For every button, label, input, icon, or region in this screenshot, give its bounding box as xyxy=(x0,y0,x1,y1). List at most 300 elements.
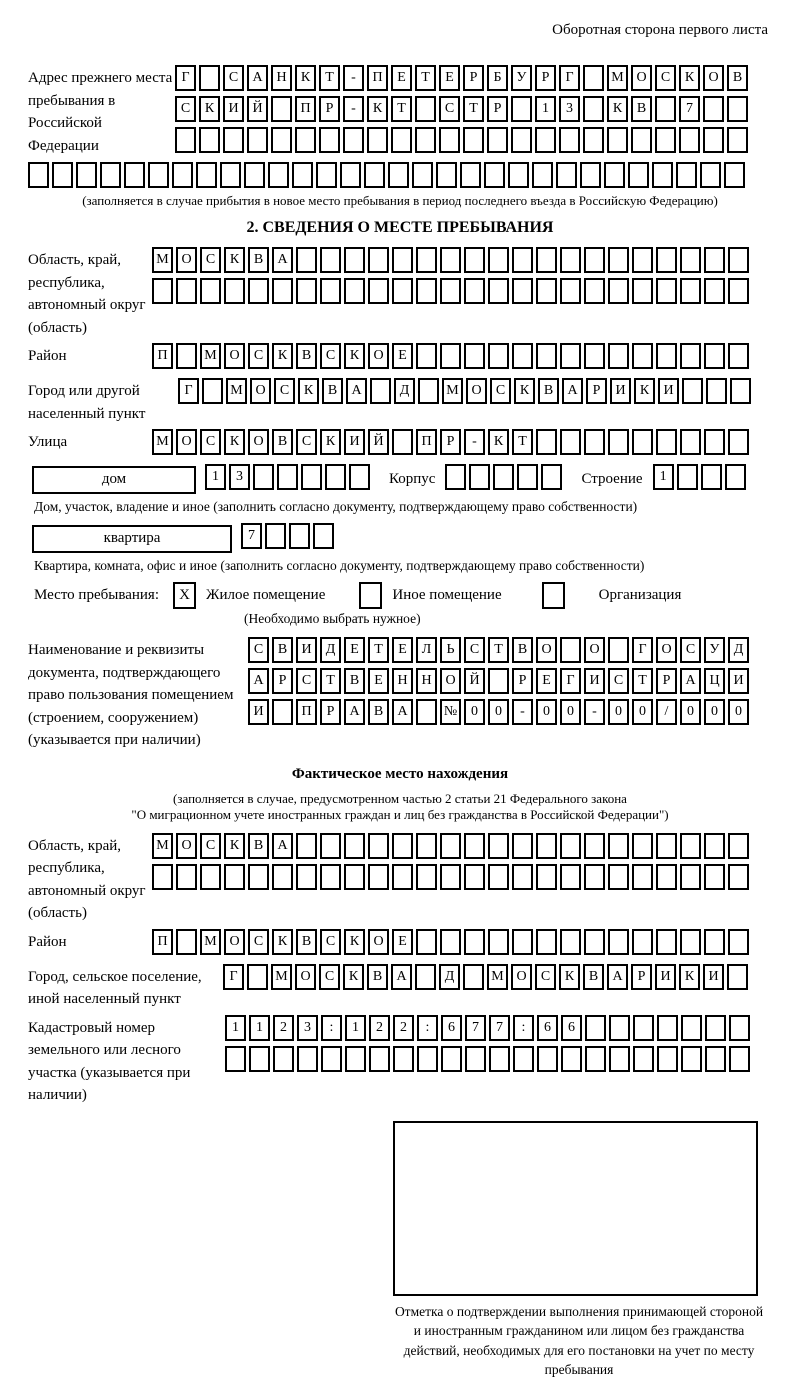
char-box[interactable]: С xyxy=(490,378,511,404)
char-box[interactable] xyxy=(706,378,727,404)
char-box[interactable]: 7 xyxy=(489,1015,510,1041)
char-box[interactable]: № xyxy=(440,699,461,725)
char-box[interactable] xyxy=(436,162,457,188)
char-box[interactable] xyxy=(412,162,433,188)
char-box[interactable] xyxy=(416,929,437,955)
char-box[interactable] xyxy=(464,278,485,304)
char-box[interactable] xyxy=(608,864,629,890)
char-box[interactable] xyxy=(392,247,413,273)
char-box[interactable] xyxy=(416,278,437,304)
char-box[interactable] xyxy=(415,96,436,122)
char-box[interactable] xyxy=(265,523,286,549)
char-box[interactable]: 0 xyxy=(464,699,485,725)
char-box[interactable] xyxy=(704,278,725,304)
char-box[interactable] xyxy=(511,127,532,153)
char-box[interactable] xyxy=(247,127,268,153)
char-box[interactable]: М xyxy=(152,429,173,455)
char-box[interactable]: 7 xyxy=(679,96,700,122)
char-box[interactable]: 2 xyxy=(273,1015,294,1041)
char-box[interactable] xyxy=(680,247,701,273)
char-box[interactable] xyxy=(632,278,653,304)
char-box[interactable]: Т xyxy=(632,668,653,694)
char-box[interactable] xyxy=(536,864,557,890)
char-box[interactable]: Е xyxy=(392,929,413,955)
house-type-box[interactable]: дом xyxy=(32,466,196,494)
char-box[interactable] xyxy=(392,864,413,890)
char-box[interactable]: С xyxy=(535,964,556,990)
char-box[interactable]: У xyxy=(511,65,532,91)
char-box[interactable] xyxy=(680,864,701,890)
char-box[interactable]: К xyxy=(488,429,509,455)
char-box[interactable]: 0 xyxy=(680,699,701,725)
char-box[interactable] xyxy=(493,464,514,490)
char-box[interactable] xyxy=(728,429,749,455)
char-box[interactable] xyxy=(321,1046,342,1072)
char-box[interactable] xyxy=(512,864,533,890)
char-box[interactable] xyxy=(220,162,241,188)
char-box[interactable] xyxy=(464,929,485,955)
char-box[interactable] xyxy=(368,864,389,890)
char-box[interactable]: И xyxy=(610,378,631,404)
char-box[interactable] xyxy=(632,343,653,369)
char-box[interactable] xyxy=(632,929,653,955)
char-box[interactable] xyxy=(535,127,556,153)
char-box[interactable] xyxy=(652,162,673,188)
char-box[interactable] xyxy=(728,833,749,859)
char-box[interactable] xyxy=(100,162,121,188)
char-box[interactable]: П xyxy=(295,96,316,122)
char-box[interactable]: М xyxy=(271,964,292,990)
char-box[interactable] xyxy=(556,162,577,188)
char-box[interactable]: О xyxy=(224,343,245,369)
char-box[interactable] xyxy=(488,833,509,859)
char-box[interactable]: М xyxy=(607,65,628,91)
char-box[interactable]: В xyxy=(272,637,293,663)
char-box[interactable]: Б xyxy=(487,65,508,91)
char-box[interactable]: С xyxy=(175,96,196,122)
char-box[interactable]: 0 xyxy=(704,699,725,725)
char-box[interactable] xyxy=(248,278,269,304)
char-box[interactable]: В xyxy=(538,378,559,404)
char-box[interactable]: 0 xyxy=(608,699,629,725)
char-box[interactable]: В xyxy=(322,378,343,404)
char-box[interactable]: М xyxy=(487,964,508,990)
char-box[interactable] xyxy=(463,127,484,153)
char-box[interactable]: Р xyxy=(656,668,677,694)
char-box[interactable]: - xyxy=(343,65,364,91)
char-box[interactable]: О xyxy=(511,964,532,990)
char-box[interactable] xyxy=(320,833,341,859)
char-box[interactable]: В xyxy=(583,964,604,990)
char-box[interactable] xyxy=(608,278,629,304)
char-box[interactable]: Р xyxy=(487,96,508,122)
char-box[interactable]: 3 xyxy=(559,96,580,122)
char-box[interactable] xyxy=(271,127,292,153)
char-box[interactable]: О xyxy=(176,833,197,859)
char-box[interactable] xyxy=(656,343,677,369)
char-box[interactable]: 1 xyxy=(205,464,226,490)
char-box[interactable] xyxy=(489,1046,510,1072)
char-box[interactable]: 1 xyxy=(225,1015,246,1041)
char-box[interactable] xyxy=(202,378,223,404)
char-box[interactable]: М xyxy=(152,247,173,273)
char-box[interactable]: Н xyxy=(392,668,413,694)
char-box[interactable] xyxy=(657,1046,678,1072)
char-box[interactable]: Р xyxy=(320,699,341,725)
char-box[interactable] xyxy=(729,1046,750,1072)
char-box[interactable] xyxy=(583,127,604,153)
char-box[interactable]: М xyxy=(226,378,247,404)
char-box[interactable] xyxy=(416,864,437,890)
char-box[interactable] xyxy=(537,1046,558,1072)
char-box[interactable] xyxy=(460,162,481,188)
char-box[interactable] xyxy=(469,464,490,490)
stay-type-checkbox-organization[interactable] xyxy=(542,582,565,609)
char-box[interactable] xyxy=(52,162,73,188)
char-box[interactable] xyxy=(391,127,412,153)
char-box[interactable] xyxy=(416,247,437,273)
char-box[interactable] xyxy=(560,833,581,859)
char-box[interactable]: Е xyxy=(391,65,412,91)
char-box[interactable]: Л xyxy=(416,637,437,663)
char-box[interactable] xyxy=(368,278,389,304)
char-box[interactable]: 6 xyxy=(441,1015,462,1041)
char-box[interactable]: Д xyxy=(394,378,415,404)
char-box[interactable]: А xyxy=(562,378,583,404)
char-box[interactable] xyxy=(656,278,677,304)
char-box[interactable] xyxy=(512,278,533,304)
char-box[interactable] xyxy=(418,378,439,404)
char-box[interactable] xyxy=(656,429,677,455)
char-box[interactable] xyxy=(28,162,49,188)
char-box[interactable]: С xyxy=(200,247,221,273)
char-box[interactable]: 2 xyxy=(369,1015,390,1041)
char-box[interactable]: 0 xyxy=(728,699,749,725)
char-box[interactable]: Д xyxy=(439,964,460,990)
char-box[interactable]: Т xyxy=(415,65,436,91)
char-box[interactable] xyxy=(369,1046,390,1072)
char-box[interactable] xyxy=(704,929,725,955)
char-box[interactable] xyxy=(316,162,337,188)
char-box[interactable] xyxy=(289,523,310,549)
char-box[interactable]: 0 xyxy=(560,699,581,725)
char-box[interactable] xyxy=(301,464,322,490)
char-box[interactable]: 1 xyxy=(653,464,674,490)
char-box[interactable] xyxy=(344,278,365,304)
char-box[interactable]: С xyxy=(248,637,269,663)
char-box[interactable] xyxy=(536,278,557,304)
char-box[interactable] xyxy=(728,247,749,273)
char-box[interactable]: А xyxy=(272,833,293,859)
char-box[interactable] xyxy=(248,864,269,890)
char-box[interactable]: - xyxy=(343,96,364,122)
char-box[interactable] xyxy=(584,278,605,304)
char-box[interactable] xyxy=(392,833,413,859)
char-box[interactable] xyxy=(244,162,265,188)
char-box[interactable] xyxy=(584,929,605,955)
char-box[interactable] xyxy=(417,1046,438,1072)
char-box[interactable] xyxy=(488,343,509,369)
char-box[interactable]: К xyxy=(679,964,700,990)
char-box[interactable] xyxy=(583,96,604,122)
char-box[interactable]: Г xyxy=(223,964,244,990)
char-box[interactable]: П xyxy=(152,343,173,369)
char-box[interactable] xyxy=(656,864,677,890)
char-box[interactable]: В xyxy=(272,429,293,455)
char-box[interactable] xyxy=(700,162,721,188)
char-box[interactable] xyxy=(292,162,313,188)
char-box[interactable] xyxy=(704,833,725,859)
char-box[interactable]: С xyxy=(223,65,244,91)
char-box[interactable]: К xyxy=(298,378,319,404)
char-box[interactable]: Т xyxy=(368,637,389,663)
char-box[interactable] xyxy=(705,1015,726,1041)
char-box[interactable]: Т xyxy=(319,65,340,91)
char-box[interactable]: В xyxy=(248,833,269,859)
char-box[interactable] xyxy=(609,1015,630,1041)
char-box[interactable]: С xyxy=(680,637,701,663)
char-box[interactable] xyxy=(704,343,725,369)
char-box[interactable] xyxy=(463,964,484,990)
char-box[interactable] xyxy=(272,278,293,304)
char-box[interactable] xyxy=(488,247,509,273)
char-box[interactable]: Р xyxy=(631,964,652,990)
char-box[interactable]: О xyxy=(295,964,316,990)
char-box[interactable]: К xyxy=(607,96,628,122)
char-box[interactable]: А xyxy=(272,247,293,273)
char-box[interactable]: В xyxy=(296,929,317,955)
char-box[interactable] xyxy=(464,833,485,859)
char-box[interactable] xyxy=(655,96,676,122)
char-box[interactable]: : xyxy=(513,1015,534,1041)
char-box[interactable]: Н xyxy=(416,668,437,694)
char-box[interactable]: - xyxy=(584,699,605,725)
char-box[interactable] xyxy=(199,127,220,153)
char-box[interactable] xyxy=(176,864,197,890)
char-box[interactable]: А xyxy=(392,699,413,725)
char-box[interactable] xyxy=(725,464,746,490)
char-box[interactable]: М xyxy=(200,343,221,369)
char-box[interactable]: К xyxy=(224,833,245,859)
char-box[interactable]: К xyxy=(367,96,388,122)
char-box[interactable] xyxy=(439,127,460,153)
char-box[interactable]: О xyxy=(368,343,389,369)
char-box[interactable] xyxy=(541,464,562,490)
char-box[interactable]: О xyxy=(631,65,652,91)
char-box[interactable] xyxy=(727,964,748,990)
char-box[interactable]: А xyxy=(247,65,268,91)
char-box[interactable] xyxy=(560,637,581,663)
char-box[interactable] xyxy=(681,1015,702,1041)
char-box[interactable]: Е xyxy=(344,637,365,663)
char-box[interactable] xyxy=(364,162,385,188)
char-box[interactable] xyxy=(727,127,748,153)
char-box[interactable] xyxy=(440,833,461,859)
char-box[interactable] xyxy=(680,278,701,304)
char-box[interactable] xyxy=(296,833,317,859)
char-box[interactable]: О xyxy=(466,378,487,404)
char-box[interactable] xyxy=(296,278,317,304)
char-box[interactable] xyxy=(464,864,485,890)
char-box[interactable] xyxy=(584,429,605,455)
char-box[interactable]: О xyxy=(703,65,724,91)
char-box[interactable] xyxy=(392,429,413,455)
char-box[interactable]: И xyxy=(728,668,749,694)
char-box[interactable] xyxy=(511,96,532,122)
char-box[interactable] xyxy=(508,162,529,188)
char-box[interactable] xyxy=(677,464,698,490)
char-box[interactable] xyxy=(176,343,197,369)
char-box[interactable] xyxy=(416,833,437,859)
char-box[interactable]: - xyxy=(512,699,533,725)
char-box[interactable]: М xyxy=(442,378,463,404)
char-box[interactable]: С xyxy=(439,96,460,122)
char-box[interactable]: О xyxy=(176,429,197,455)
char-box[interactable] xyxy=(609,1046,630,1072)
char-box[interactable]: И xyxy=(248,699,269,725)
char-box[interactable] xyxy=(728,278,749,304)
char-box[interactable]: У xyxy=(704,637,725,663)
char-box[interactable] xyxy=(536,429,557,455)
char-box[interactable] xyxy=(561,1046,582,1072)
char-box[interactable]: В xyxy=(368,699,389,725)
char-box[interactable]: 1 xyxy=(535,96,556,122)
char-box[interactable]: Г xyxy=(175,65,196,91)
char-box[interactable] xyxy=(536,833,557,859)
char-box[interactable]: Й xyxy=(368,429,389,455)
char-box[interactable] xyxy=(631,127,652,153)
char-box[interactable]: Р xyxy=(440,429,461,455)
char-box[interactable] xyxy=(536,343,557,369)
char-box[interactable]: П xyxy=(367,65,388,91)
char-box[interactable]: С xyxy=(296,668,317,694)
char-box[interactable] xyxy=(681,1046,702,1072)
char-box[interactable]: К xyxy=(343,964,364,990)
char-box[interactable]: / xyxy=(656,699,677,725)
char-box[interactable]: С xyxy=(319,964,340,990)
char-box[interactable] xyxy=(655,127,676,153)
char-box[interactable]: Д xyxy=(728,637,749,663)
char-box[interactable]: К xyxy=(320,429,341,455)
char-box[interactable]: Р xyxy=(586,378,607,404)
char-box[interactable]: 6 xyxy=(537,1015,558,1041)
char-box[interactable] xyxy=(249,1046,270,1072)
char-box[interactable] xyxy=(388,162,409,188)
char-box[interactable] xyxy=(704,429,725,455)
char-box[interactable]: - xyxy=(464,429,485,455)
char-box[interactable] xyxy=(199,65,220,91)
char-box[interactable]: Й xyxy=(464,668,485,694)
char-box[interactable] xyxy=(704,864,725,890)
char-box[interactable] xyxy=(349,464,370,490)
stay-type-checkbox-other[interactable] xyxy=(359,582,382,609)
char-box[interactable]: К xyxy=(679,65,700,91)
char-box[interactable] xyxy=(608,343,629,369)
char-box[interactable] xyxy=(560,247,581,273)
char-box[interactable]: Р xyxy=(463,65,484,91)
char-box[interactable]: С xyxy=(296,429,317,455)
char-box[interactable] xyxy=(296,247,317,273)
char-box[interactable]: Р xyxy=(535,65,556,91)
char-box[interactable] xyxy=(584,343,605,369)
char-box[interactable] xyxy=(632,833,653,859)
char-box[interactable] xyxy=(727,96,748,122)
char-box[interactable] xyxy=(440,929,461,955)
char-box[interactable]: Т xyxy=(320,668,341,694)
char-box[interactable] xyxy=(343,127,364,153)
char-box[interactable] xyxy=(367,127,388,153)
char-box[interactable]: П xyxy=(296,699,317,725)
char-box[interactable]: 7 xyxy=(465,1015,486,1041)
char-box[interactable]: О xyxy=(250,378,271,404)
char-box[interactable]: : xyxy=(321,1015,342,1041)
char-box[interactable] xyxy=(296,864,317,890)
char-box[interactable]: К xyxy=(559,964,580,990)
char-box[interactable] xyxy=(440,864,461,890)
char-box[interactable] xyxy=(225,1046,246,1072)
char-box[interactable]: В xyxy=(296,343,317,369)
char-box[interactable] xyxy=(196,162,217,188)
char-box[interactable]: В xyxy=(344,668,365,694)
char-box[interactable] xyxy=(295,127,316,153)
char-box[interactable] xyxy=(513,1046,534,1072)
char-box[interactable]: 0 xyxy=(536,699,557,725)
char-box[interactable]: 7 xyxy=(241,523,262,549)
char-box[interactable] xyxy=(272,864,293,890)
char-box[interactable] xyxy=(560,864,581,890)
char-box[interactable] xyxy=(148,162,169,188)
char-box[interactable]: С xyxy=(608,668,629,694)
char-box[interactable] xyxy=(488,929,509,955)
char-box[interactable] xyxy=(701,464,722,490)
char-box[interactable] xyxy=(200,864,221,890)
char-box[interactable] xyxy=(580,162,601,188)
char-box[interactable]: И xyxy=(655,964,676,990)
char-box[interactable] xyxy=(445,464,466,490)
char-box[interactable] xyxy=(320,278,341,304)
char-box[interactable]: Е xyxy=(536,668,557,694)
char-box[interactable] xyxy=(585,1046,606,1072)
char-box[interactable] xyxy=(440,278,461,304)
char-box[interactable]: И xyxy=(344,429,365,455)
char-box[interactable]: А xyxy=(607,964,628,990)
char-box[interactable] xyxy=(464,247,485,273)
char-box[interactable] xyxy=(465,1046,486,1072)
char-box[interactable] xyxy=(560,429,581,455)
char-box[interactable]: 2 xyxy=(393,1015,414,1041)
char-box[interactable]: Д xyxy=(320,637,341,663)
char-box[interactable]: И xyxy=(584,668,605,694)
char-box[interactable] xyxy=(730,378,751,404)
char-box[interactable]: Г xyxy=(632,637,653,663)
char-box[interactable]: П xyxy=(416,429,437,455)
char-box[interactable] xyxy=(297,1046,318,1072)
char-box[interactable]: С xyxy=(248,343,269,369)
char-box[interactable]: 0 xyxy=(488,699,509,725)
char-box[interactable]: : xyxy=(417,1015,438,1041)
char-box[interactable] xyxy=(152,864,173,890)
char-box[interactable] xyxy=(277,464,298,490)
char-box[interactable] xyxy=(632,864,653,890)
char-box[interactable] xyxy=(585,1015,606,1041)
char-box[interactable] xyxy=(319,127,340,153)
char-box[interactable]: К xyxy=(344,343,365,369)
char-box[interactable]: К xyxy=(224,429,245,455)
char-box[interactable] xyxy=(344,864,365,890)
char-box[interactable] xyxy=(370,378,391,404)
char-box[interactable]: К xyxy=(634,378,655,404)
char-box[interactable] xyxy=(512,833,533,859)
